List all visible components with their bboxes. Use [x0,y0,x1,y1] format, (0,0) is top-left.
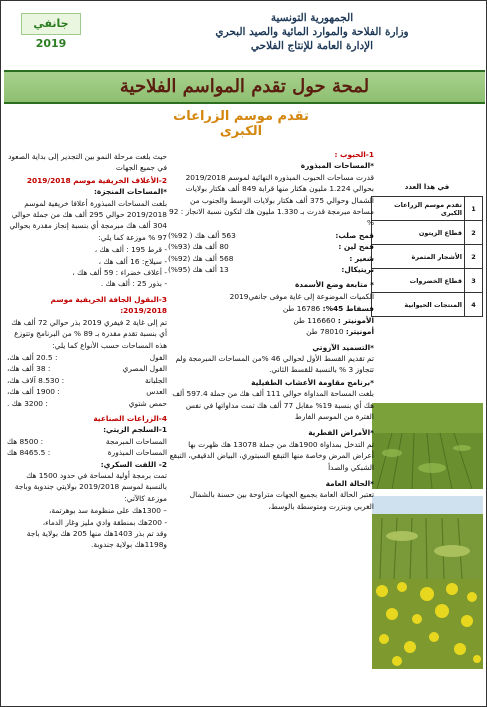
legume-line [7,363,167,374]
crop-name: قمح صلب: [335,230,374,240]
subsection-heading: *برنامج مقاومة الأعشاب الطفيلية [251,377,374,387]
contents-label: الأشجار المثمرة [372,245,465,269]
legume-value: : 3200 هك . [7,398,48,408]
paragraph: بلغت المساحات المبذورة أعلافا خريفية لموسم 2019/2018 حوالي 295 ألف هك من جملة حوالي 304 ألف هك مبرمجة أي بنسبة إنجاز مقدرة بحوالي 97 % موزعة كما يلي: [9,198,167,242]
colza-line [7,447,167,458]
colza-field-photo [372,579,483,669]
section-heading: 3-البقول الجافة الخريفية موسم 2019/2018: [50,294,167,316]
contents-row[interactable] [372,245,483,269]
season-badge: جانفي 2019 [21,13,81,35]
contents-label: المنتجات الحيوانية [372,293,465,317]
colza-name: المساحات المبذورة [107,448,167,458]
feed-item: - قرط 195 : ألف هك ، [94,245,167,255]
contents-num: 2 [465,221,483,245]
crop-line [168,253,374,264]
feed-item: - أعلاف خضراء : 59 ألف هك ، [72,268,167,278]
fert-line [168,315,374,326]
section-heading: 1-الحبوب : [334,150,374,159]
contents-num: 3 [465,269,483,293]
legume-name: الفول المصري [122,364,167,374]
paragraph: تم التدخل بمداواة 1900هك من جملة 13078 هك ظهرت بها أعراض المرض وخاصة منها التبقع السبتوري، البياض الدقيقي، التبقع الشبكي والصدأ [169,439,374,472]
contents-row[interactable] [372,197,483,221]
legume-name: الفول [149,352,167,362]
fodder-column [7,151,167,552]
legume-value: : 38 ألف هك، [7,364,51,374]
barley-field-photo [372,496,483,579]
subsection-heading: * متابعة وضع الأسمدة [294,280,374,290]
paragraph: تعتبر الحالة العامة بجميع الجهات متراوحة بين حسنة بالشمال الغربي وبنزرت ومتوسطة بالوسط، [189,490,374,511]
fert-value: 16786 طن [282,304,321,314]
colza-value: : 8500 هك [7,436,44,446]
subsection-heading: *الأمراض الفطرية [308,428,374,438]
cereals-column [168,149,374,513]
title-banner: لمحة حول تقدم المواسم الفلاحية [4,70,485,104]
paragraph: بلغت المساحة المداواة حوالي 111 ألف هك من جملة 597.4 ألف هك أي بنسبة 19% مقابل 77 ألف هك تمت مداواتها في نفس الفترة من الموسم الفارط [172,389,374,421]
header-line: الإدارة العامة للإنتاج الفلاحي [250,40,374,52]
contents-label: قطاع الخضروات [372,269,465,293]
legume-line [7,352,167,363]
contents-num: 1 [465,197,483,221]
legume-value: : 1900 ألف هك، [7,387,60,397]
beet-item: - 200هك بمنطقة وادي مليز وغار الدماء، [42,517,167,527]
fert-line [168,303,374,314]
contents-label: قطاع الزيتون [372,221,465,245]
crop-name: قمح لين : [338,242,374,252]
legume-name: العدس [146,387,167,397]
subsection-heading: *التسميد الآزوتي [312,342,374,352]
section-heading: 4-الزراعات الصناعية [93,413,167,423]
section-heading: 2-الأعلاف الخريفية موسم 2019/2018 [26,175,167,185]
legume-value: : 8.530 آلاف هك، [7,375,65,385]
section-subtitle: تقدم موسم الزراعات الكبرى [173,109,309,139]
contents-num: 4 [465,293,483,317]
subsection-heading: 1-السلجم الزيتي: [103,425,167,435]
crop-value: 13 ألف هك (95%) [168,265,229,275]
contents-table [371,196,483,317]
colza-name: المساحات المبرمجة [105,436,167,446]
paragraph: قدرت مساحات الحبوب المبذورة النهائية لموسم 2019/2018 بحوالي 1.224 مليون هكتار منها قرابة 849 ألف هكتار بولايات الشمال وحوالي 375 ألف هكتار بولايات الوسط والجنوب من مساحة مبرمجة قدرت بـ 1.330 مليون هك لتكون نسبة الانجاز : 92 % [169,172,374,228]
beet-item: – 1300هك على منظومة سد بوهرتمة، [49,506,167,516]
paragraph: تمت برمجة أولية لمساحة في حدود 1500 هك بالنسبة لموسم 2019/2018 بولايتي جندوبة وباجة موزعة كالآتي: [14,470,167,503]
paragraph: تم إلى غاية 2 فيفري 2019 بذر حوالي 72 ألف هك أي بنسبة تقدم مقدرة بـ 89 % من البرنامج وتتوزع هذه المساحات حسب الأنواع كما يلي: [11,317,167,350]
ministry-lines [147,11,477,53]
paragraph: وقد تم بذر 1403هك منها 205 هك بولاية باجة و1198هك بولاية جندوبة. [26,529,167,550]
legume-name: حمص شتوي [128,398,167,408]
legume-line [7,375,167,386]
colza-line [7,436,167,447]
fert-value: 116660 طن [293,315,336,325]
paragraph: تم تقديم القسط الأول لحوالي 46 %من المساحات المبرمجة ولم تتجاوز 3 % بالنسبة للقسط الثاني. [175,353,374,375]
subsection-heading: *الحالة العامة [325,478,374,488]
legume-name: الجلبانة [144,375,167,385]
contents-row[interactable] [372,293,483,317]
contents-row[interactable] [372,221,483,245]
subsection-heading: *المساحات المبذورة [300,161,374,171]
paragraph: الكميات الموضوعة إلى غاية موفى جانفي2019 [229,291,374,301]
wheat-field-photo [372,403,483,489]
feed-item: - سيلاج: 16 ألف هك ، [98,256,167,266]
fert-name: الأمونيتر : [337,315,374,325]
legume-line [7,386,167,397]
crop-name: شعير : [349,253,374,263]
contents-num: 2 [465,245,483,269]
contents-title: في هذا العدد [404,183,450,191]
fert-line [168,326,374,337]
subsection-heading: 2- اللفت السكري: [100,459,167,469]
fert-name: فسفاط 45%: [322,304,374,314]
feed-item: - بذور 25 : ألف هك . [100,279,167,289]
crop-value: 568 ألف هك (92%) [168,253,234,263]
crop-line [168,241,374,252]
crop-value: 80 ألف هك (93%) [168,242,229,252]
legume-line [7,398,167,409]
header-line: الجمهورية التونسية [270,12,354,24]
fert-name: أمونيتر: [345,327,374,337]
header-line: وزارة الفلاحة والموارد المائية والصيد البحري [215,26,409,38]
contents-label: تقدم موسم الزراعات الكبرى [372,197,465,221]
colza-value: : 8465.5 هك [7,448,51,458]
paragraph: حيث بلغت مرحلة النمو بين التجدير إلى بداية الصعود في جميع الجهات [8,152,167,173]
crop-name: تريتيكال: [341,265,374,275]
fert-value: 78010 طن [306,327,344,337]
crop-line [168,230,374,241]
legume-value: : 20.5 ألف هك، [7,352,58,362]
crop-line [168,264,374,275]
subsection-heading: *المساحات المنجزة: [93,187,167,197]
crop-value: 563 ألف هك ( 92%) [168,230,236,240]
contents-row[interactable] [372,269,483,293]
header [7,5,481,69]
